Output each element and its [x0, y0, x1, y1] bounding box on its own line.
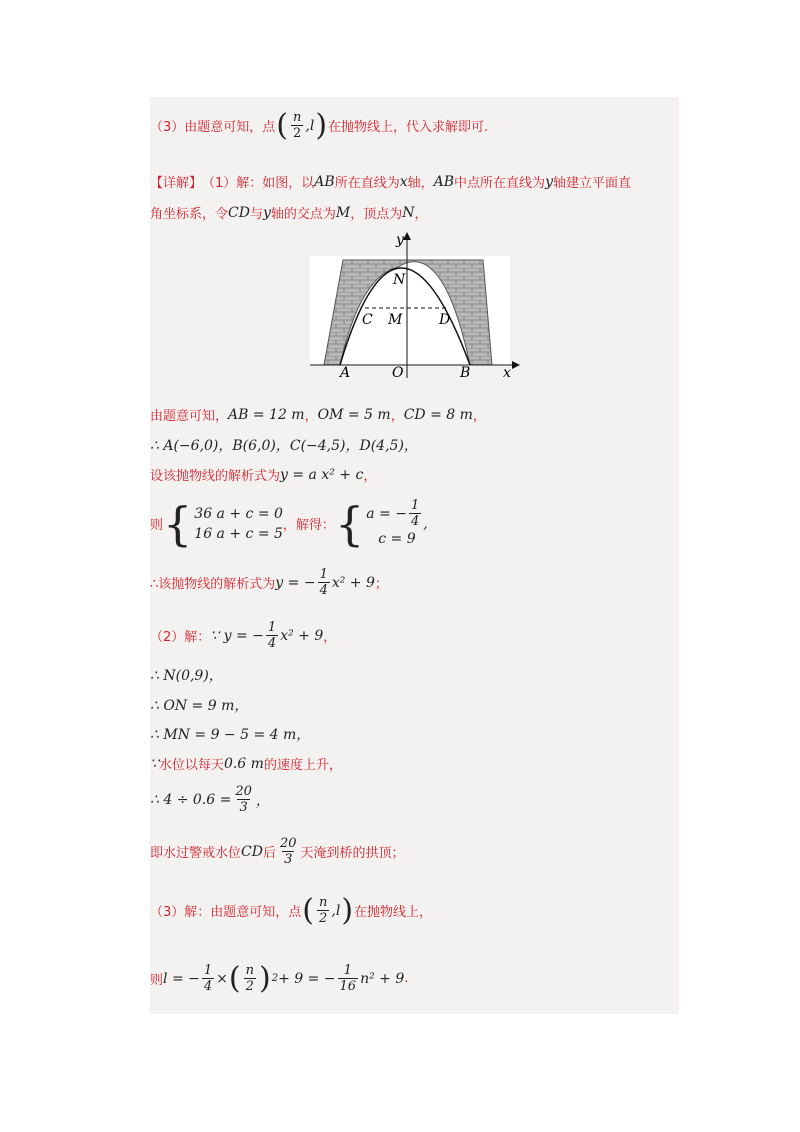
given-line: 由题意可知， AB = 12 m ， OM = 5 m ， CD = 8 m ， — [150, 406, 486, 424]
label-N: N — [393, 272, 406, 288]
system-line: 则 { 36 a + c = 0 16 a + c = 5 ，解得： { a = − $\frac{1}{4}$ c = 9 , — [150, 496, 428, 551]
fraction-n-over-2: $\frac{n}{2}$ — [293, 110, 302, 141]
label-O: O — [392, 365, 404, 378]
label-y: y — [396, 232, 404, 248]
N-line: ∴ N(0,9)， — [150, 668, 223, 684]
ON-line: ∴ ON = 9 m， — [150, 698, 249, 714]
label-A: A — [340, 365, 351, 378]
label-D: D — [439, 312, 451, 328]
detail-line-1: 【详解】 （1）解：如图，以 AB 所在直线为 x 轴， AB 中点所在直线为 y 轴建立平面直 — [150, 173, 631, 191]
label-B: B — [460, 365, 471, 378]
label-M: M — [388, 312, 403, 328]
arch-bridge-figure — [300, 228, 520, 382]
water-line: ∵ 水位以每天 0.6 m 的速度上升， — [150, 755, 342, 773]
flood-line: 即水过警戒水位 CD 后 $\frac{20}{3}$ 天淹到桥的拱顶； — [150, 836, 405, 867]
part3-line: （3）解：由题意可知，点 ( $\frac{n}{2}$ , l ) 在抛物线上， — [150, 892, 433, 928]
result1-line: ∴该抛物线的解析式为 y = − $\frac{1}{4}$ x² + 9 ； — [150, 567, 388, 598]
MN-line: ∴ MN = 9 − 5 = 4 m， — [150, 727, 311, 743]
label-C: C — [362, 312, 373, 328]
detail-line-2: 角坐标系，令 CD 与 y 轴的交点为 M ，顶点为 N ， — [150, 204, 428, 222]
div-line: ∴ 4 ÷ 0.6 = $\frac{20}{3}$ ， — [150, 784, 270, 815]
part2-line: （2）解： ∵ y = − $\frac{1}{4}$ x² + 9 ， — [150, 620, 337, 651]
points-line: ∴ A(−6,0)，B(6,0)，C(−4,5)，D(4,5)， — [150, 438, 418, 454]
label-x: x — [503, 365, 511, 378]
assume-line: 设该抛物线的解析式为 y = a x² + c ， — [150, 466, 377, 484]
final-line: 则 l = − $\frac{1}{4}$ × ( $\frac{n}{2}$ ) 2 + 9 = − $\frac{1}{16}$ n² + 9 . — [150, 960, 409, 996]
hint-line-3: （3）由题意可知，点 ( $\frac{n}{2}$ , l ) 在抛物线上，代入求解即可. — [150, 107, 489, 143]
